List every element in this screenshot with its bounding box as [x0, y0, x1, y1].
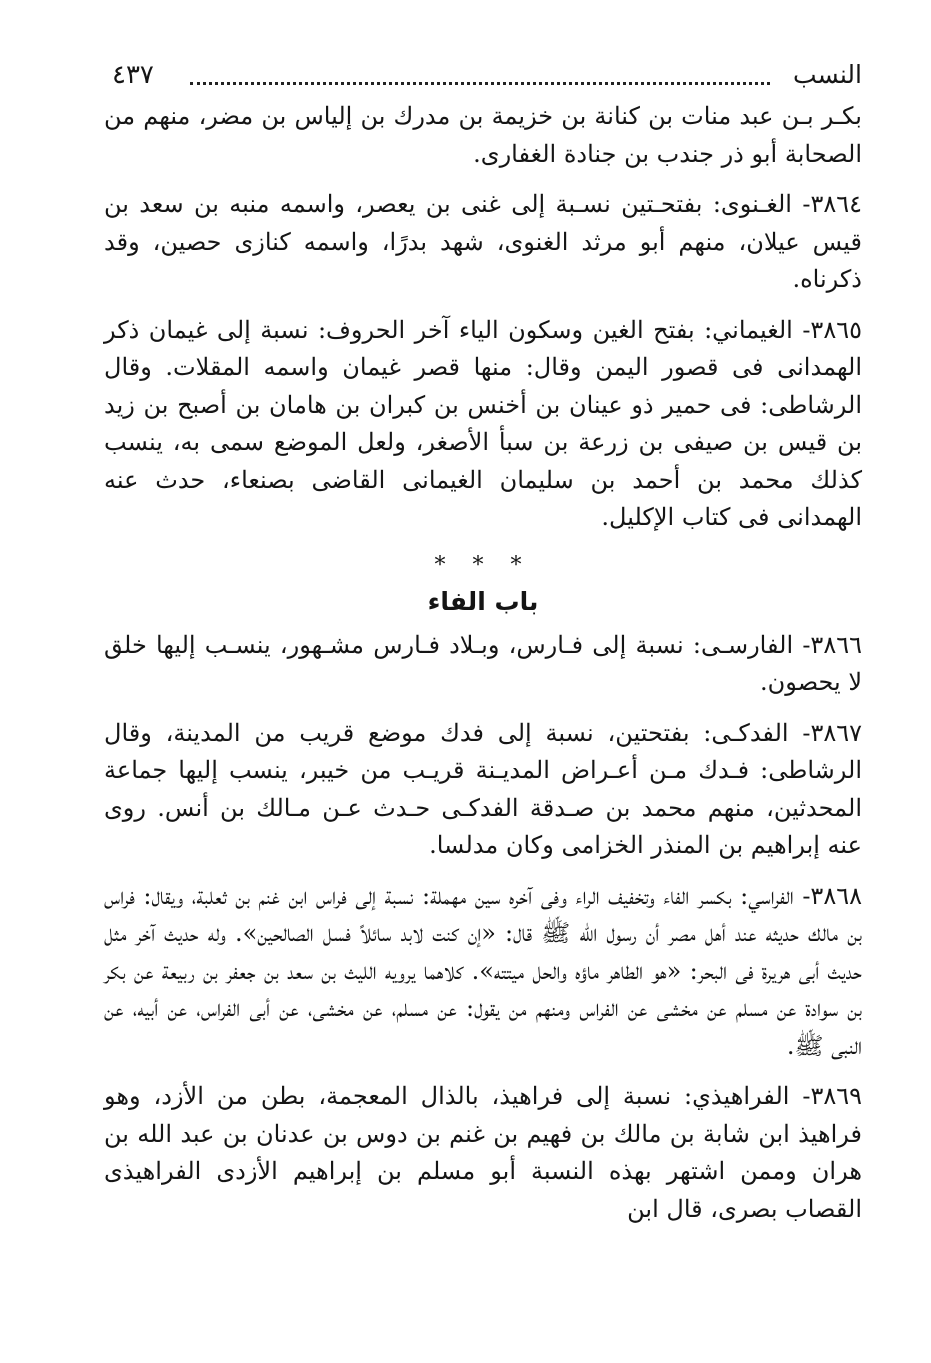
page-number: ٤٣٧ [112, 60, 154, 90]
entry-3867 [104, 715, 862, 865]
entry-number: ٣٨٦٧- [802, 718, 862, 747]
entry-3864 [104, 186, 862, 299]
entry-text: الفراهيذي: نسبة إلى فراهيذ، بالذال المعجمة، بطن من الأزد، وهو فراهيذ ابن شابة بن مالك بن فهيم بن غنم بن دوس بن عدنان بن عبد الله بن هران وممن اشتهر بهذه النسبة أبو مسلم بن إبراهيم الأزدى الفراهيذى القصاب بصرى، قال ابن [104, 1082, 862, 1223]
entry-text: الغـنوى: بفتحـتين نسـبة إلى غنى بن يعصر، واسمه منبه بن سعد بن قيس عيلان، منهم أبو مرثد الغنوى، شهد بدرًا، واسمه كنازى حصين، وقد ذكرناه. [104, 190, 862, 293]
entry-3865 [104, 312, 862, 537]
entry-3868 [104, 878, 862, 1066]
dotted-leader [190, 82, 770, 85]
entry-number: ٣٨٦٩- [802, 1082, 862, 1110]
entry-number: ٣٨٦٥- [802, 315, 862, 344]
running-title: النسب [793, 60, 862, 89]
book-page [104, 52, 862, 1342]
entry-3866 [104, 627, 862, 702]
entry-text: الغيماني: بفتح الغين وسكون الياء آخر الحروف: نسبة إلى غيمان ذكر الهمدانى فى قصور اليمن وقال: منها قصر غيمان واسمه المقلات. وقال الرشاطى: فى حمير ذو عينان بن أخنس بن كبران بن هامان بن أصبح بن زيد بن قيس بن صيفى بن زرعة بن سبأ الأصغر، ولعل الموضع سمى به، ينسب كذلك محمد بن أحمد بن سليمان الغيمانى القاضى بصنعاء، حدث عنه الهمدانى فى كتاب الإكليل. [104, 315, 863, 531]
entry-text: الفارسـى: نسبة إلى فـارس، وبـلاد فـارس مشـهور، ينسـب إليها خلق لا يحصون. [104, 630, 862, 696]
entry-number: ٣٨٦٨- [802, 881, 862, 910]
entry-number: ٣٨٦٦- [802, 630, 862, 659]
section-separator: * * * [434, 552, 532, 578]
entry-number: ٣٨٦٤- [802, 190, 862, 218]
paragraph-continuation [104, 98, 862, 173]
running-header [104, 52, 862, 98]
entry-text: الفدكـى: بفتحتين، نسبة إلى فدك موضع قريب من المدينة، وقال الرشاطى: فـدك مـن أعـراض المديـنة قريـب من خيبر، ينسب إليها جماعة المحدثين، منهم محمد بن صـدقة الفدكـى حـدث عـن مـالك بن أنس. روى عنه إبراهيم بن المنذر الخزامى وكان مدلسا. [104, 718, 862, 859]
chapter-title: باب الفاء [427, 586, 539, 616]
paragraph-text: بكـر بـن عبد منات بن كنانة بن خزيمة بن مدرك بن إلياس بن مضر، منهم من الصحابة أبو ذر جندب بن جنادة الغفارى. [104, 102, 862, 168]
entry-text: الفراسي: بكسر الفاء وتخفيف الراء وفى آخره سين مهملة: نسبة إلى فراس ابن غنم بن ثعلبة، ويقال: فراس بن مالك حديثه عند أهل مصر أن رسول الله ﷺ قال: «إن كنت لابد سائلاً فسل الصالحين». وله حديث آخر مثل حديث أبى هريرة فى البحر: «هو الطاهر ماؤه والحل ميتته». كلاهما يرويه الليث بن سعد بن جعفر بن ربيعة عن بكر بن سوادة عن مسلم عن مخشى عن الفراس ومنهم من يقول: عن مسلم، عن مخشى، عن أبى الفراس، عن أبيه، عن النبى ﷺ. [104, 881, 862, 1060]
entry-3869 [104, 1078, 862, 1228]
